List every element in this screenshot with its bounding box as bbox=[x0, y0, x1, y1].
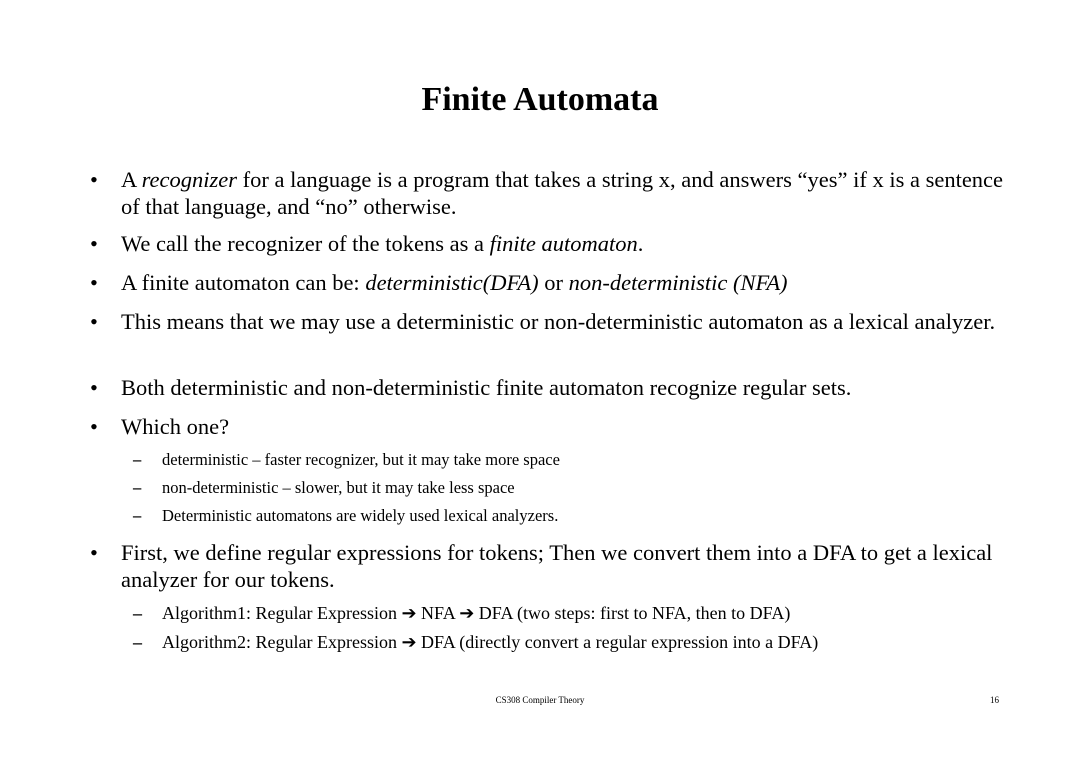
sub-bullet-item bbox=[120, 505, 1020, 527]
text-run: A bbox=[121, 167, 142, 192]
dash-marker: – bbox=[133, 478, 142, 497]
bullet-text bbox=[121, 166, 1010, 220]
dash-marker: – bbox=[133, 603, 142, 623]
bullet-item bbox=[80, 166, 1010, 220]
bullet-marker: • bbox=[90, 309, 98, 334]
bullet-text bbox=[121, 269, 1010, 296]
sub-bullet-text: deterministic – faster recognizer, but it may take more space bbox=[162, 450, 560, 469]
bullet-marker: • bbox=[90, 375, 98, 400]
bullet-marker: • bbox=[90, 270, 98, 295]
dash-marker: – bbox=[133, 632, 142, 652]
bullet-marker: • bbox=[90, 540, 98, 565]
bullet-text: This means that we may use a deterministic or non-deterministic automaton as a lexical analyzer. bbox=[121, 309, 996, 334]
bullet-item bbox=[80, 269, 1010, 296]
bullet-item bbox=[80, 308, 1010, 335]
dash-marker: – bbox=[133, 450, 142, 469]
sub-bullet-text: Algorithm1: Regular Expression ➔ NFA ➔ DFA (two steps: first to NFA, then to DFA) bbox=[162, 603, 791, 623]
text-run: We call the recognizer of the tokens as a bbox=[121, 231, 490, 256]
dash-marker: – bbox=[133, 506, 142, 525]
footer-course-name: CS308 Compiler Theory bbox=[495, 695, 585, 705]
text-run: or bbox=[538, 270, 569, 295]
text-run: A finite automaton can be: bbox=[121, 270, 366, 295]
emphasis-text: non-deterministic (NFA) bbox=[568, 270, 788, 295]
text-run: . bbox=[637, 231, 644, 256]
emphasis-text: recognizer bbox=[141, 167, 238, 192]
bullet-marker: • bbox=[90, 231, 98, 256]
bullet-text: Both deterministic and non-deterministic finite automaton recognize regular sets. bbox=[121, 375, 852, 400]
sub-bullet-text: non-deterministic – slower, but it may take less space bbox=[162, 478, 515, 497]
bullet-item bbox=[80, 374, 1010, 401]
bullet-item bbox=[80, 413, 1010, 440]
sub-bullet-text: Algorithm2: Regular Expression ➔ DFA (directly convert a regular expression into a DFA) bbox=[162, 632, 819, 652]
bullet-text bbox=[121, 230, 1010, 257]
sub-bullet-item bbox=[120, 631, 1020, 653]
bullet-text: First, we define regular expressions for tokens; Then we convert them into a DFA to get a lexical analyzer for our tokens. bbox=[121, 540, 993, 592]
bullet-marker: • bbox=[90, 167, 98, 192]
sub-bullet-item bbox=[120, 477, 1020, 499]
bullet-text: Which one? bbox=[121, 414, 230, 439]
sub-bullet-item bbox=[120, 449, 1020, 471]
bullet-item bbox=[80, 539, 1010, 593]
footer-page-number: 16 bbox=[990, 695, 999, 705]
bullet-marker: • bbox=[90, 414, 98, 439]
sub-bullet-item bbox=[120, 602, 1020, 624]
sub-bullet-text: Deterministic automatons are widely used lexical analyzers. bbox=[162, 506, 559, 525]
text-run: for a language is a program that takes a string x, and answers “yes” if x is a sentence of that language, and “no” otherwise. bbox=[121, 167, 1004, 219]
emphasis-text: finite automaton bbox=[489, 231, 638, 256]
slide-title: Finite Automata bbox=[421, 81, 659, 118]
bullet-item bbox=[80, 230, 1010, 257]
emphasis-text: deterministic(DFA) bbox=[365, 270, 539, 295]
